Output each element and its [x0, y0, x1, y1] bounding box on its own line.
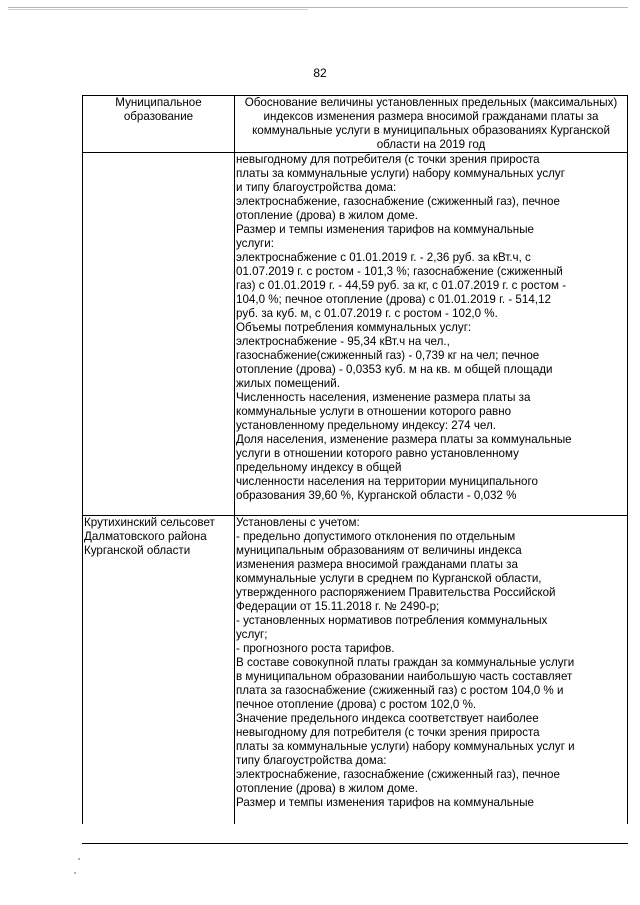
- table-row: [83, 516, 628, 825]
- justification-cell: Установлены с учетом: - предельно допустимого отклонения по отдельным муниципальным образованиям от величины индекса изменения размера вносимой гражданами платы за коммунальные услуги в среднем по Курганской области, утвержденного распоряжением Правительства Российской Федерации от 15.11.2018 г. № 2490-р; - установленных нормативов потребления коммунальных услуг; - прогнозного роста тарифов. В составе совокупной платы граждан за коммунальные услуги в муниципальном образовании наибольшую часть составляет плата за газоснабжение (сжиженный газ) с ростом 104,0 % и печное отопление (дрова) с ростом 102,0 %. Значение предельного индекса соответствует наиболее невыгодному для потребителя (с точки зрения прироста платы за коммунальные услуги) набору коммунальных услуг и типу благоустройства дома: электроснабжение, газоснабжение (сжиженный газ), печное отопление (дрова) в жилом доме. Размер и темпы изменения тарифов на коммунальные: [235, 516, 628, 825]
- scan-edge-line-faint: [8, 9, 308, 10]
- header-justification: Обоснование величины установленных предельных (максимальных) индексов изменения размера вносимой гражданами платы за коммунальные услуги в муниципальных образованиях Курганской области на 2019 год: [235, 96, 628, 153]
- municipality-cell: Крутихинский сельсовет Далматовского района Курганской области: [83, 516, 235, 825]
- tariff-justification-table: [82, 95, 628, 824]
- table-header-row: [83, 96, 628, 153]
- header-municipality: Муниципальное образование: [83, 96, 235, 153]
- municipality-cell: [83, 153, 235, 516]
- scan-speck: [78, 858, 80, 860]
- table-bottom-border: [82, 843, 628, 844]
- scan-speck: [74, 872, 76, 874]
- scan-edge-line: [8, 7, 628, 8]
- table-row: [83, 153, 628, 516]
- page-number: 82: [313, 66, 327, 80]
- justification-cell: невыгодному для потребителя (с точки зрения прироста платы за коммунальные услуги) набору коммунальных услуг и типу благоустройства дома: электроснабжение, газоснабжение (сжиженный газ), печное отопление (дрова) в жилом доме. Размер и темпы изменения тарифов на коммунальные услуги: электроснабжение с 01.01.2019 г. - 2,36 руб. за кВт.ч, с 01.07.2019 г. с ростом - 101,3 %; газоснабжение (сжиженный газ) с 01.01.2019 г. - 44,59 руб. за кг, с 01.07.2019 г. с ростом - 104,0 %; печное отопление (дрова) с 01.01.2019 г. - 514,12 руб. за куб. м, с 01.07.2019 г. с ростом - 102,0 %. Объемы потребления коммунальных услуг: электроснабжение - 95,34 кВт.ч на чел., газоснабжение(сжиженный газ) - 0,739 кг на чел; печное отопление (дрова) - 0,0353 куб. м на кв. м общей площади жилых помещений. Численность населения, изменение размера платы за коммунальные услуги в отношении которого равно установленному предельному индексу: 274 чел. Доля населения, изменение размера платы за коммунальные услуги в отношении которого равно установленному предельному индексу в общей численности населения на территории муниципального образования 39,60 %, Курганской области - 0,032 %: [235, 153, 628, 516]
